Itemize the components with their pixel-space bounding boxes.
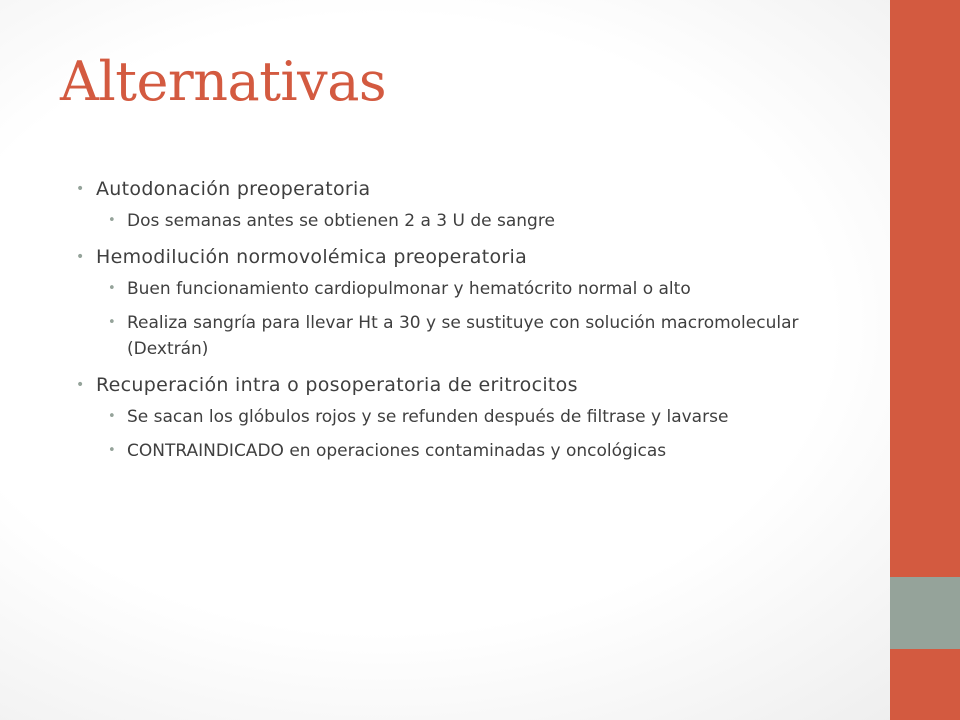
sidebar-gray-block (890, 577, 960, 649)
bullet-item (76, 370, 816, 400)
sub-bullet-item (108, 404, 816, 430)
bullet-item (76, 242, 816, 272)
bullet-item (76, 174, 816, 204)
bullet-icon: • (108, 409, 116, 424)
sub-bullet-item (108, 310, 816, 362)
bullet-icon: • (76, 181, 85, 197)
slide-title: Alternativas (60, 50, 387, 113)
bullet-text: Recuperación intra o posoperatoria de eritrocitos (96, 374, 578, 396)
sidebar-orange-bottom-block (890, 649, 960, 720)
bullet-icon: • (76, 249, 85, 265)
bullet-text: Hemodilución normovolémica preoperatoria (96, 246, 528, 268)
sub-bullet-text: CONTRAINDICADO en operaciones contaminadas y oncológicas (127, 441, 667, 461)
sub-bullet-item (108, 276, 816, 302)
sub-bullet-text: Se sacan los glóbulos rojos y se refunden después de filtrase y lavarse (127, 407, 729, 427)
sub-bullet-text: Dos semanas antes se obtienen 2 a 3 U de sangre (127, 211, 555, 231)
bullet-icon: • (108, 213, 116, 228)
decorative-sidebar (890, 0, 960, 720)
sub-bullet-text: Realiza sangría para llevar Ht a 30 y se sustituye con solución macromolecular (Dextrán) (127, 313, 799, 359)
bullet-icon: • (108, 443, 116, 458)
bullet-icon: • (108, 315, 116, 330)
bullet-icon: • (76, 377, 85, 393)
sidebar-orange-block (890, 0, 960, 577)
bullet-text: Autodonación preoperatoria (96, 178, 371, 200)
bullet-icon: • (108, 281, 116, 296)
sub-bullet-item (108, 208, 816, 234)
sub-bullet-item (108, 438, 816, 464)
bullet-list (76, 174, 816, 472)
sub-bullet-text: Buen funcionamiento cardiopulmonar y hematócrito normal o alto (127, 279, 691, 299)
